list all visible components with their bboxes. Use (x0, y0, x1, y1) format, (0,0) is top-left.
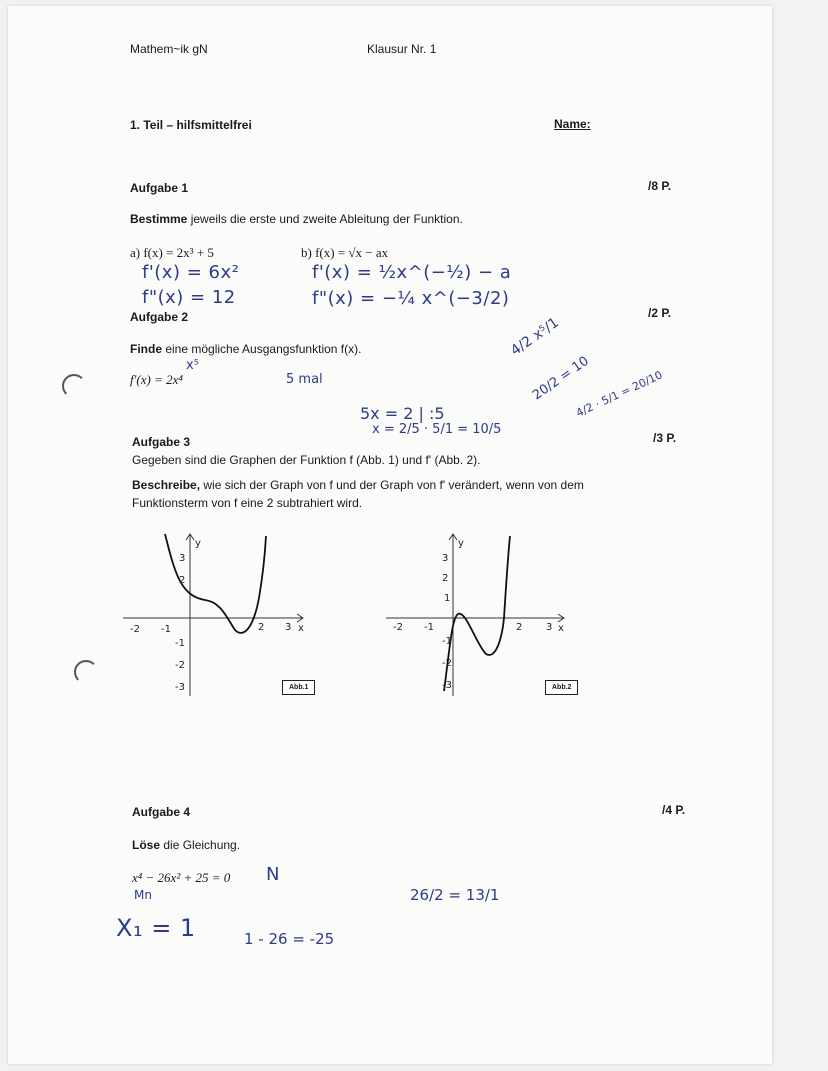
g2-xtick-3: 3 (546, 622, 553, 633)
hw-task2-side3: 4/2 · 5/1 = 20/10 (574, 368, 665, 420)
g2-ytick-n1: -1 (442, 636, 452, 647)
hw-task2-power: x⁵ (186, 358, 199, 373)
hw-task1-b2: f"(x) = −¼ x^(−3/2) (312, 288, 510, 309)
task2-points: /2 P. (648, 306, 672, 320)
g1-xtick-n2: -2 (130, 624, 140, 635)
exam-sheet (8, 6, 772, 1064)
hw-task2-note: 5 mal (286, 372, 323, 387)
task1-part-a: a) f(x) = 2x³ + 5 (130, 245, 214, 260)
name-field-label: Name: (554, 117, 591, 131)
hw-task2-side2: 20/2 = 10 (530, 353, 592, 404)
punch-hole-mark (74, 660, 98, 684)
hw-task4-calc: 1 - 26 = -25 (244, 930, 335, 948)
hw-task4-mark: N (266, 864, 280, 885)
g1-ytick-n2: -2 (175, 660, 185, 671)
g1-xtick-2: 2 (258, 622, 265, 633)
subject-label: Mathem~ik gN (130, 42, 208, 56)
task3-title: Aufgabe 3 (132, 435, 191, 449)
g2-ylabel: y (458, 538, 464, 549)
task3-line1: Gegeben sind die Graphen der Funktion f (Abb. 1) und f' (Abb. 2). (132, 453, 481, 467)
g2-ytick-n3: -3 (442, 680, 452, 691)
task3-line3: Funktionsterm von f eine 2 subtrahiert wird. (132, 496, 363, 510)
g2-xtick-n1: -1 (424, 622, 434, 633)
hw-task1-b1: f'(x) = ½x^(−½) − a (312, 262, 512, 283)
hw-task2-calc1: 5x = 2 | :5 (360, 404, 445, 423)
hw-task1-a1: f'(x) = 6x² (142, 262, 240, 283)
task1-instruction: Bestimme jeweils die erste und zweite Ableitung der Funktion. (130, 212, 463, 226)
task4-equation: x⁴ − 26x² + 25 = 0 (132, 870, 231, 885)
g1-ytick-n3: -3 (175, 682, 185, 693)
hw-task2-calc2: x = 2/5 · 5/1 = 10/5 (372, 422, 502, 437)
task1-points: /8 P. (648, 179, 672, 193)
graph-f (123, 526, 313, 701)
punch-hole-mark (62, 374, 86, 398)
g2-xtick-n2: -2 (393, 622, 403, 633)
g1-xtick-3: 3 (285, 622, 292, 633)
graph-f-prime-curve (444, 536, 510, 691)
task4-instruction: Löse die Gleichung. (132, 838, 241, 852)
g2-ytick-1: 1 (444, 593, 451, 604)
exam-label: Klausur Nr. 1 (367, 42, 437, 56)
g2-xlabel: x (558, 623, 564, 634)
fig1-label: Abb.1 (282, 680, 315, 695)
hw-task1-a2: f"(x) = 12 (142, 287, 236, 308)
fig2-label: Abb.2 (545, 680, 578, 695)
g1-ylabel: y (195, 538, 201, 549)
task1-part-b: b) f(x) = √x − ax (301, 245, 389, 260)
task4-title: Aufgabe 4 (132, 805, 191, 819)
hw-task4-x1: X₁ = 1 (116, 914, 196, 942)
task4-points: /4 P. (662, 803, 686, 817)
task3-points: /3 P. (653, 431, 677, 445)
hw-task4-mn: Mn (134, 888, 152, 902)
g1-xtick-n1: -1 (161, 624, 171, 635)
g1-ytick-n1: -1 (175, 638, 185, 649)
section-title: 1. Teil – hilfsmittelfrei (130, 118, 252, 132)
task2-formula: f'(x) = 2x⁴ (130, 372, 183, 387)
g2-ytick-n2: -2 (442, 658, 452, 669)
g2-xtick-2: 2 (516, 622, 523, 633)
g1-xlabel: x (298, 623, 304, 634)
g1-ytick-3: 3 (179, 553, 186, 564)
task2-instruction: Finde eine mögliche Ausgangsfunktion f(x). (130, 342, 362, 356)
g2-ytick-3: 3 (442, 553, 449, 564)
task1-title: Aufgabe 1 (130, 181, 189, 195)
hw-task4-frac: 26/2 = 13/1 (410, 886, 500, 904)
g2-ytick-2: 2 (442, 573, 449, 584)
task2-title: Aufgabe 2 (130, 310, 189, 324)
g1-ytick-2: 2 (179, 575, 186, 586)
graph-f-prime (386, 526, 576, 701)
hw-task2-side1: 4/2 x⁵/1 (508, 314, 562, 360)
task3-line2: Beschreibe, wie sich der Graph von f und der Graph von f' verändert, wenn von dem (132, 478, 584, 492)
